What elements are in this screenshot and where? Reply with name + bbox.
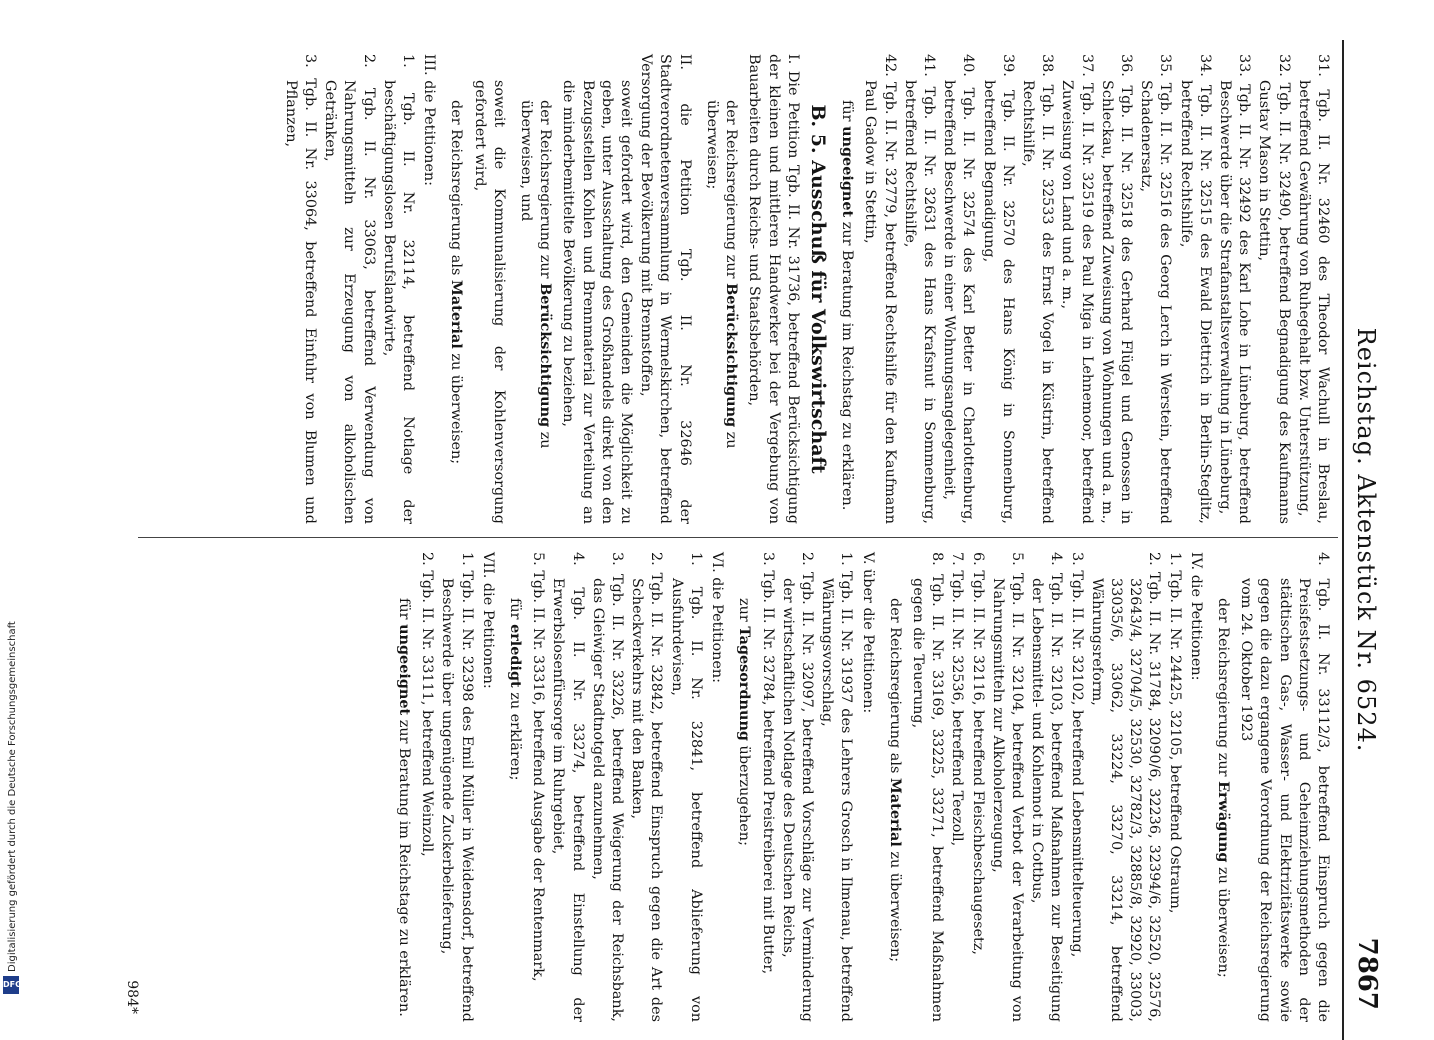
item-number: 32.: [1275, 54, 1292, 77]
VII-resolution: für ungeeignet zur Beratung im Reichstage zu erklären.: [396, 598, 414, 1017]
petition-V-list: [757, 552, 855, 1022]
list-item: [1057, 54, 1095, 524]
item-number: 2.: [798, 552, 815, 566]
list-item: [379, 54, 417, 524]
list-item: [667, 552, 705, 1022]
item-number: 1.: [1166, 552, 1183, 566]
list-item: [1294, 54, 1332, 524]
item-number: 31.: [1315, 54, 1331, 77]
item-text: Tgb. II. Nr. 32518 des Gerhard Flügel und Genossen in Schleckau, betreffend Zuweisung von Wohnungen und a. m.,: [1098, 80, 1134, 524]
sheet-number: 984*: [124, 980, 140, 1014]
petition-III-heading: III. die Petitionen:: [421, 54, 438, 186]
item-number: 5.: [1008, 552, 1025, 566]
list-item: [1175, 54, 1213, 524]
item-text: Tgb. II. Nr. 32490, betreffend Begnadigung des Kaufmanns Gustav Mason in Stettin,: [1256, 80, 1292, 525]
petition-I: I. Die Petition Tgb. II. Nr. 31736, betreffend Berücksichtigung der kleinen und mittleren Handwerker bei der Vergebung von Bauarbeiten durch Reichs- und Staatsbehörden,: [746, 54, 801, 524]
list-item: [817, 552, 855, 1022]
resolution-ungeeignet: für ungeeignet zur Beratung im Reichstag zu erklären.: [839, 100, 857, 511]
V-resolution: zur Tagesordnung überzugehen;: [736, 598, 754, 846]
digitization-sidebar: [0, 0, 22, 1000]
petition-I-resolution: der Reichsregierung zur Berücksichtigung zu überweisen;: [703, 100, 741, 449]
page-header: [1350, 40, 1384, 1040]
item-number: 41.: [920, 54, 937, 77]
VI-resolution: für erledigt zu erklären;: [507, 598, 525, 781]
item-text: Tgb. II. Nr. 32533 des Ernst Vogel in Küstrin, betreffend Rechtshilfe,: [1019, 80, 1056, 524]
item-text: Tgb. II. Nr. 32460 des Theodor Wachull in Breslau, betreffend Gewährung von Ruhegehalt bzw. Unterstützung,: [1295, 80, 1331, 525]
item-number: 3.: [1068, 552, 1085, 566]
petition-V-heading: V. über die Petitionen:: [859, 552, 876, 714]
funding-notice: Digitalisierung gefördert durch die Deutsche Forschungsgemeinschaft: [7, 621, 18, 972]
list-item: [1136, 54, 1174, 524]
item-number: 36.: [1117, 54, 1134, 77]
item-number: 2.: [419, 552, 436, 566]
item-number: 2.: [1146, 552, 1163, 566]
item-text: Tgb. II. Nr. 32519 des Paul Miga in Lehnemoor, betreffend Zuweisung von Land und a. m.,: [1059, 80, 1095, 524]
item-number: 8.: [929, 552, 946, 566]
item-number: 38.: [1039, 54, 1056, 77]
item-text: Tgb. II. Nr. 33226, betreffend Weigerung der Reichsbank, das Gleiwiger Stadtnotgeld anzunehmen,: [589, 574, 626, 1022]
item-number: 3.: [609, 552, 626, 566]
item-number: 42.: [881, 54, 898, 77]
petition-II-part1: soweit gefordert wird, den Gemeinden die Möglichkeit zu geben, unter Ausschaltung des Großhandels direkt von den Bezugsstellen Kohlen und Brennmaterial zur Verteilung an die minderbemittelte Bevölkerung zu beziehen,: [560, 80, 635, 524]
item-text: Tgb. II. Nr. 32114, betreffend Notlage der beschäftigungslosen Berufslandwirte,: [380, 80, 417, 524]
item-text: Tgb. II. Nr. 32116, betreffend Fleischbeschaugesetz,: [969, 570, 986, 955]
item-number: 1.: [838, 552, 855, 566]
petition-III-list: [281, 54, 417, 524]
petition-IV-heading: IV. die Petitionen:: [1187, 552, 1204, 681]
list-item: [1066, 552, 1085, 1022]
item-number: 2.: [360, 54, 377, 68]
item-number: 6.: [969, 552, 986, 566]
item-text: Tgb. II. Nr. 32631 des Hans Krafsnut in Sommenburg, betreffend Rechtshilfe,: [901, 80, 937, 524]
list-item: [988, 552, 1026, 1022]
item-number: 3.: [302, 54, 319, 68]
section-title: B. 5. Ausschuß für Volkswirtschaft: [806, 104, 829, 474]
right-column: [386, 552, 1332, 1022]
list-item: [1254, 54, 1292, 524]
item-text: Tgb. II. Nr. 32103, betreffend Maßnahmen zur Beseitigung der Lebensmittel- und Kohlennot in Cottbus,: [1029, 572, 1065, 1023]
list-item: [908, 552, 946, 1022]
item-text: Tgb. II. Nr. 24425, 32105, betreffend Ostraum,: [1166, 570, 1183, 914]
item-text: Tgb. II. Nr. 33274, betreffend Einstellung der Erwerbslosenfürsorge im Ruhrgebiet,: [550, 578, 586, 1022]
list-item: [757, 552, 776, 1022]
list-item: [939, 54, 977, 524]
item-number: 5.: [530, 552, 547, 566]
item-number: 1.: [687, 552, 704, 566]
petition-IV-list: [908, 552, 1184, 1022]
item-text: Tgb. II. Nr. 31784, 32090/6, 32236, 32394/6, 32520, 32576, 32643/4, 32704/5, 32530, 32782/3, 32885/8, 32920, 33003, 33035/6, 33062, 33224, 33270, 33214, betreffend Währungsreform,: [1088, 571, 1163, 1022]
petition-II-resolution1: der Reichsregierung zur Berücksichtigung zu überweisen, und: [518, 100, 555, 449]
list-item: [281, 54, 319, 524]
list-item: [860, 54, 898, 524]
list-item: [900, 54, 938, 524]
item-number: 4.: [569, 552, 586, 566]
item-text: Tgb. II. Nr. 32536, betreffend Teezoll,: [949, 570, 966, 847]
item-number: 4.: [1048, 552, 1065, 566]
petition-II-part2: soweit die Kommunalisierung der Kohlenversorgung gefordert wird,: [471, 80, 507, 524]
list-item: [320, 54, 378, 524]
list-item: [1215, 54, 1253, 524]
column-rule: [138, 537, 1338, 538]
item-text: Tgb. II. Nr. 32097, betreffend Vorschläge zur Verminderung der wirtschaftlichen Notlage des Deutschen Reichs,: [779, 572, 815, 1022]
page-number: 7867: [1352, 937, 1382, 1010]
item-text: Tgb. II. Nr. 32515 des Ewald Diettrich in Berlin-Steglitz, betreffend Rechtshilfe,: [1177, 80, 1213, 524]
item-text: Tgb. II. Nr. 32841, betreffend Ablieferung von Ausfuhrdevisen,: [668, 578, 704, 1022]
item-text: Tgb. II. Nr. 32779, betreffend Rechtshilfe für den Kaufmann Paul Gadow in Stettin,: [862, 80, 898, 524]
running-title: Reichstag. Aktenstück Nr. 6524.: [1352, 327, 1380, 753]
petition-II-resolution2: der Reichsregierung als Material zu überweisen;: [448, 100, 466, 465]
item-number: 35.: [1157, 54, 1174, 77]
list-item: [627, 552, 665, 1022]
petition-VI-heading: VI. die Petitionen:: [709, 552, 726, 684]
item-number: 1.: [400, 54, 417, 68]
item-text: Tgb. II. Nr. 33316, betreffend Ausgabe der Rentenmark,: [530, 570, 547, 982]
item-text: Tgb. II. Nr. 32492 des Karl Lohe in Lüneburg, betreffend Beschwerde über die Strafanstaltsverwaltung in Lüneburg,: [1216, 80, 1253, 524]
IV-resolution: der Reichsregierung als Material zu überweisen;: [886, 598, 904, 963]
item-text: Tgb. II. Nr. 32574 des Karl Better in Charlottenburg, betreffend Beschwerde in einer Wohnungsangelegenheit,: [941, 80, 977, 524]
item-number: 37.: [1078, 54, 1095, 77]
item-number: 40.: [960, 54, 977, 77]
item-number: 2.: [648, 552, 665, 566]
list-item: [588, 552, 626, 1022]
item-text: Tgb. II. Nr. 33111, betreffend Weinzoll,: [419, 570, 436, 857]
dfg-logo: DFG: [3, 976, 19, 994]
item-text: Tgb. II. Nr. 33169, 33225, 33271, betreffend Maßnahmen gegen die Teuerung,: [909, 574, 946, 1022]
petition-VII-heading: VII. die Petitionen:: [479, 552, 496, 689]
petition-item-4: 4. Tgb. II. Nr. 33112/3, betreffend Einspruch gegen die Preisfestsetzungs- und Geheimziehungsmethoden der städtischen Gas-, Wasser- und Elektrizitätswerke sowie gegen die dazu ergangene Verordnung der Reichsregierung vom 24. Oktober 1923: [1238, 552, 1331, 1023]
list-item: [528, 552, 547, 1022]
item-text: Tgb. II. Nr. 32102, betreffend Lebensmittelteuerung,: [1068, 570, 1085, 958]
item-text: Tgb. II. Nr. 33063, betreffend Verwendung von Nahrungsmitteln zur Erzeugung von alkoholischen Getränken,: [322, 80, 377, 524]
list-item: [1164, 552, 1183, 1022]
petition-list-continued: [860, 54, 1332, 524]
item-text: Tgb. II. Nr. 32516 des Georg Lerch in Werstein, betreffend Schadenersatz,: [1138, 80, 1174, 524]
item-number: 3.: [759, 552, 776, 566]
list-item: [417, 552, 436, 1022]
item-number: 7.: [949, 552, 966, 566]
list-item: [778, 552, 816, 1022]
item-number: 39.: [999, 54, 1016, 77]
list-item: [967, 552, 986, 1022]
item-text: Tgb. II. Nr. 32842, betreffend Einspruch gegen die Art des Scheckverkehrs mit den Banken,: [629, 572, 665, 1023]
item-text: Tgb. II. Nr. 32570 des Hans König in Sonnenburg, betreffend Begnadigung,: [980, 80, 1016, 525]
left-column: [280, 54, 1332, 524]
petition-VI-list: [528, 552, 705, 1022]
item-text: Tgb. II. Nr. 32784, betreffend Preistreiberei mit Butter,: [759, 570, 776, 975]
list-item: [978, 54, 1016, 524]
list-item: [1087, 552, 1164, 1022]
petition-VII-list: [417, 552, 476, 1022]
item-4-resolution: der Reichsregierung zur Erwägung zu überweisen;: [1214, 598, 1232, 978]
item-text: Tgb. II. Nr. 33064, betreffend Einfuhr von Blumen und Pflanzen,: [282, 78, 319, 525]
item-number: 33.: [1236, 54, 1253, 77]
list-item: [437, 552, 475, 1022]
item-text: Tgb. II. Nr. 32104, betreffend Verbot der Verarbeitung von Nahrungsmitteln zur Alkoholerzeugung,: [989, 572, 1025, 1022]
item-number: 1.: [458, 552, 475, 566]
petition-II: II. die Petition Tgb. II. Nr. 32646 der Stadtverordnetenversammlung in Wermelskirchen, betreffend Versorgung der Bevölkerung mit Brennstoffen,: [638, 54, 693, 524]
list-item: [1097, 54, 1135, 524]
list-item: [1027, 552, 1065, 1022]
item-text: Tgb. II. Nr. 32398 des Emil Müller in Weidensdorf, betreffend Beschwerde über ungenügende Zuckerbelieferung,: [439, 570, 475, 1022]
scanned-page: [118, 40, 1384, 1040]
item-text: Tgb. II. Nr. 31937 des Lehrers Grosch in Ilmenau, betreffend Währungsvorschlag,: [819, 570, 855, 1022]
list-item: [548, 552, 586, 1022]
header-rule: [1342, 40, 1344, 1040]
list-item: [947, 552, 966, 1022]
item-number: 34.: [1196, 54, 1213, 77]
list-item: [1018, 54, 1056, 524]
